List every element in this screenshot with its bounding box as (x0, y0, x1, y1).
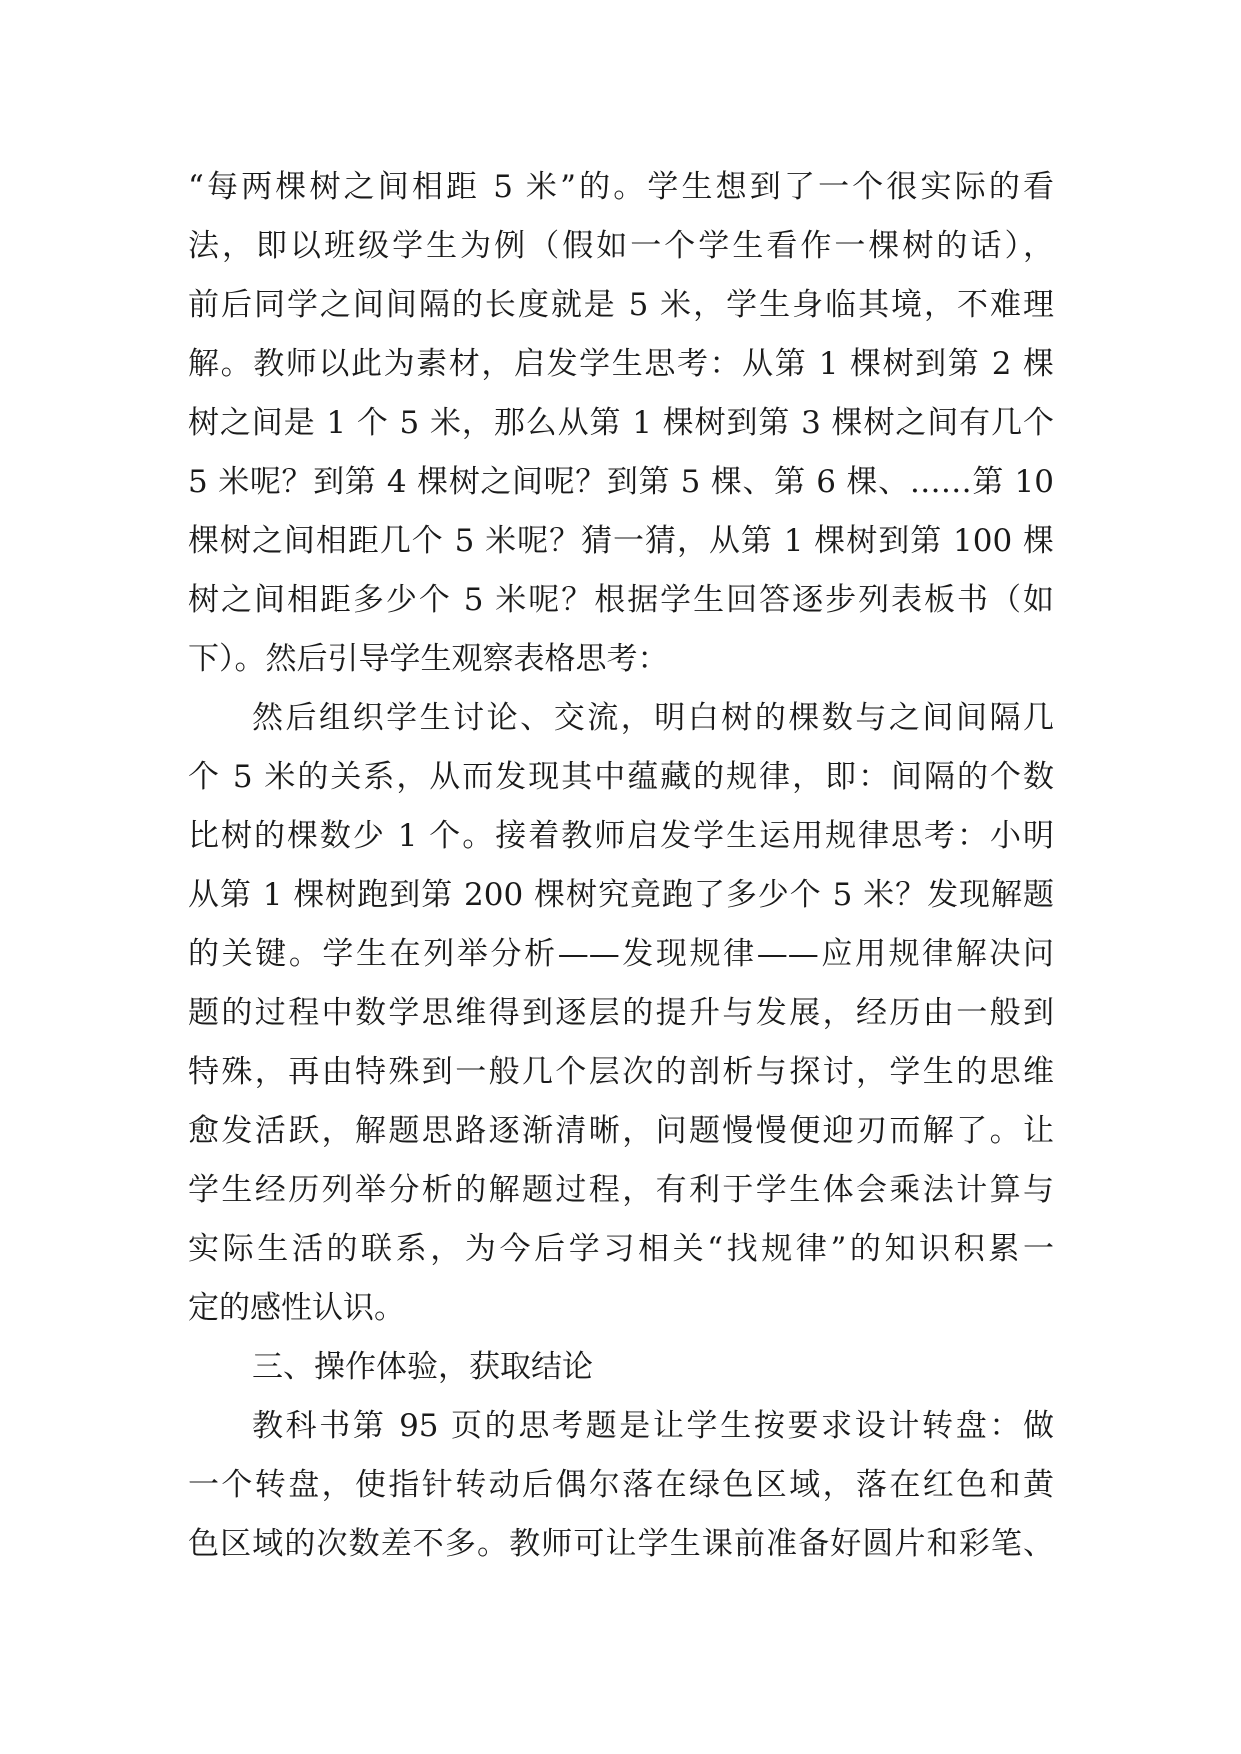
text-line: 前后同学之间间隔的长度就是 5 米，学生身临其境，不难理 (188, 287, 1054, 323)
text-line: 5 米呢？到第 4 棵树之间呢？到第 5 棵、第 6 棵、……第 10 (188, 464, 1054, 500)
document-body (188, 158, 1054, 1574)
text-line: “每两棵树之间相距 5 米”的。学生想到了一个很实际的看 (188, 169, 1054, 205)
text-line: 愈发活跃，解题思路逐渐清晰，问题慢慢便迎刃而解了。让 (188, 1113, 1054, 1149)
paragraph-tree-intervals (188, 158, 1054, 689)
paragraph-discussion (188, 689, 1054, 1338)
text-line: 树之间相距多少个 5 米呢？根据学生回答逐步列表板书（如 (188, 582, 1054, 618)
text-line: 然后组织学生讨论、交流，明白树的棵数与之间间隔几 (252, 700, 1054, 736)
text-line: 特殊，再由特殊到一般几个层次的剖析与探讨，学生的思维 (188, 1054, 1054, 1090)
text-line: 棵树之间相距几个 5 米呢？猜一猜，从第 1 棵树到第 100 棵 (188, 523, 1054, 559)
text-line: 的关键。学生在列举分析——发现规律——应用规律解决问 (188, 936, 1054, 972)
text-line: 教科书第 95 页的思考题是让学生按要求设计转盘：做 (252, 1408, 1054, 1444)
text-line: 从第 1 棵树跑到第 200 棵树究竟跑了多少个 5 米？发现解题 (188, 877, 1054, 913)
text-line: 实际生活的联系，为今后学习相关“找规律”的知识积累一 (188, 1231, 1054, 1267)
text-line: 下）。然后引导学生观察表格思考： (188, 641, 669, 677)
text-line: 法，即以班级学生为例（假如一个学生看作一棵树的话）， (188, 228, 1054, 264)
section-heading (188, 1338, 1054, 1397)
text-line: 解。教师以此为素材，启发学生思考：从第 1 棵树到第 2 棵 (188, 346, 1054, 382)
text-line: 定的感性认识。 (188, 1290, 405, 1326)
text-line: 比树的棵数少 1 个。接着教师启发学生运用规律思考：小明 (188, 818, 1054, 854)
text-line: 一个转盘，使指针转动后偶尔落在绿色区域，落在红色和黄 (188, 1467, 1054, 1503)
text-line: 树之间是 1 个 5 米，那么从第 1 棵树到第 3 棵树之间有几个 (188, 405, 1054, 441)
text-line: 题的过程中数学思维得到逐层的提升与发展，经历由一般到 (188, 995, 1054, 1031)
heading-operation-experience: 三、操作体验，获取结论 (252, 1349, 593, 1385)
text-line: 色区域的次数差不多。教师可让学生课前准备好圆片和彩笔、 (188, 1526, 1054, 1562)
text-line: 学生经历列举分析的解题过程，有利于学生体会乘法计算与 (188, 1172, 1054, 1208)
paragraph-spinner-design (188, 1397, 1054, 1574)
text-line: 个 5 米的关系，从而发现其中蕴藏的规律，即：间隔的个数 (188, 759, 1054, 795)
